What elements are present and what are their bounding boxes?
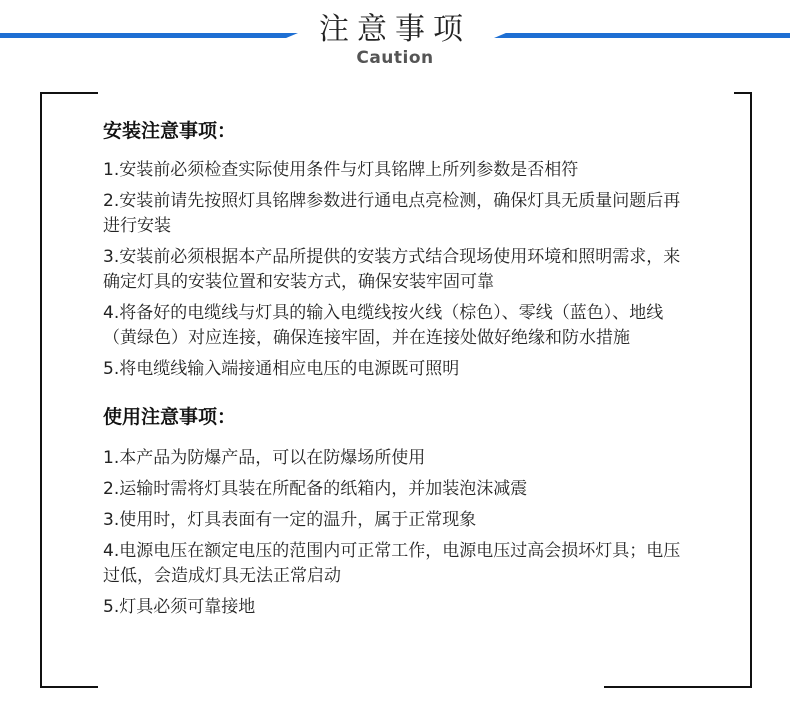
- install-item: 5.将电缆线输入端接通相应电压的电源既可照明: [103, 359, 460, 379]
- usage-item: 1.本产品为防爆产品，可以在防爆场所使用: [103, 448, 426, 468]
- install-section: [103, 116, 703, 382]
- frame-right-edge: [750, 92, 752, 688]
- frame-top-left-edge: [40, 92, 98, 94]
- frame-bottom-left-edge: [40, 686, 98, 688]
- usage-item: 3.使用时，灯具表面有一定的温升，属于正常现象: [103, 510, 477, 530]
- install-item: 2.安装前请先按照灯具铭牌参数进行通电点亮检测，确保灯具无质量问题后再进行安装: [103, 191, 681, 236]
- install-item: 1.安装前必须检查实际使用条件与灯具铭牌上所列参数是否相符: [103, 160, 579, 180]
- usage-section: [103, 402, 703, 620]
- frame-left-edge: [40, 92, 42, 688]
- notes-content: [103, 116, 703, 626]
- install-section-title: 安装注意事项：: [103, 120, 237, 142]
- page-subtitle: Caution: [356, 48, 434, 68]
- frame-bottom-right-edge: [604, 686, 752, 688]
- install-item: 3.安装前必须根据本产品所提供的安装方式结合现场使用环境和照明需求，来确定灯具的安装位置和安装方式，确保安装牢固可靠: [103, 247, 681, 292]
- page-title: 注意事项: [319, 12, 471, 47]
- usage-item: 5.灯具必须可靠接地: [103, 597, 256, 617]
- usage-section-title: 使用注意事项：: [103, 406, 237, 428]
- usage-item: 2.运输时需将灯具装在所配备的纸箱内，并加装泡沫减震: [103, 479, 528, 499]
- install-item: 4.将备好的电缆线与灯具的输入电缆线按火线（棕色）、零线（蓝色）、地线（黄绿色）对应连接，确保连接牢固，并在连接处做好绝缘和防水措施: [103, 303, 664, 348]
- usage-item: 4.电源电压在额定电压的范围内可正常工作，电源电压过高会损坏灯具；电压过低，会造成灯具无法正常启动: [103, 541, 681, 586]
